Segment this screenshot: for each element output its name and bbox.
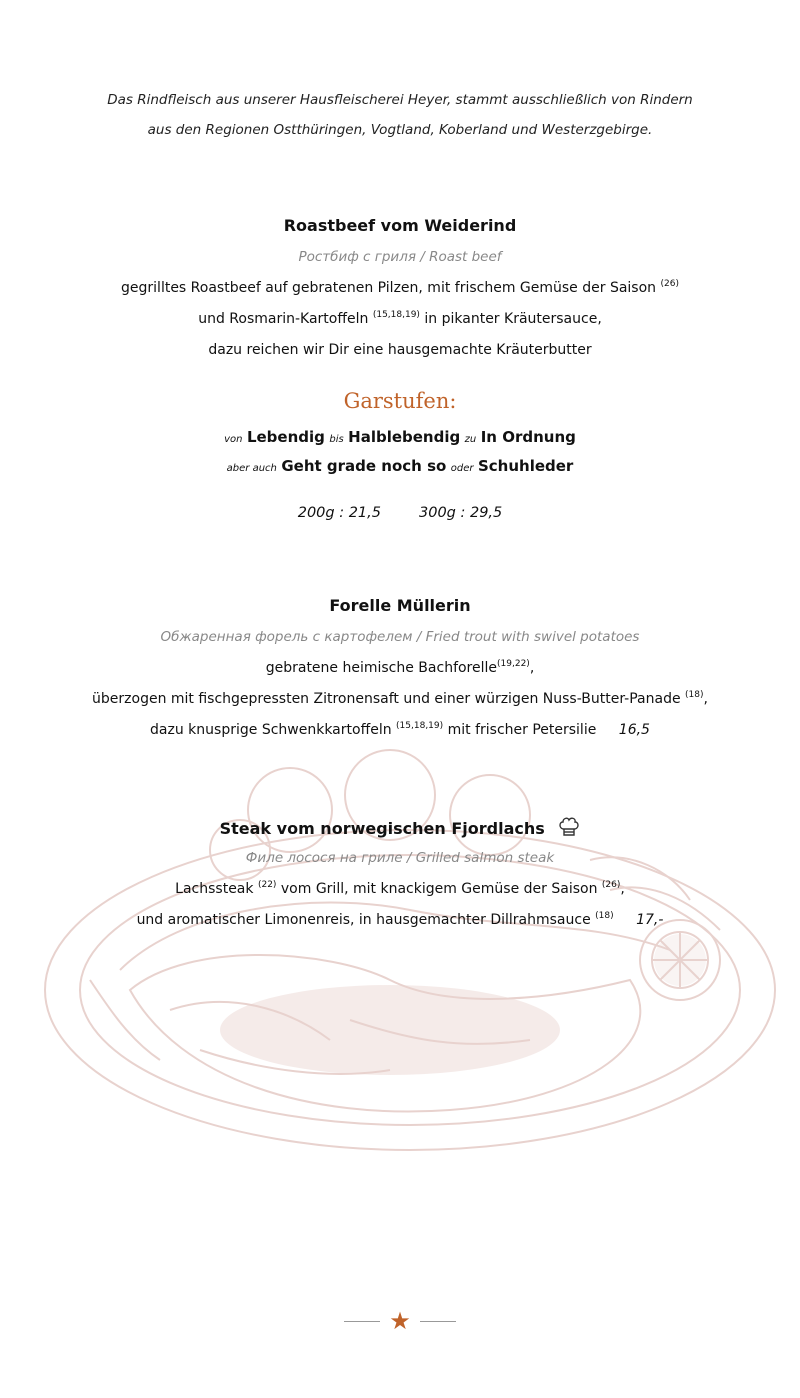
doneness-level: In Ordnung	[480, 428, 576, 446]
forelle-desc-3-text-b: mit frischer Petersilie	[447, 722, 597, 738]
lachs-desc-1	[0, 881, 800, 897]
allergen-ref: (15,18,19)	[372, 310, 420, 320]
price-300g: 300g : 29,5	[419, 505, 503, 521]
doneness-level: Schuhleder	[477, 457, 574, 475]
intro-line-2: aus den Regionen Ostthüringen, Vogtland, Koberland und Westerzgebirge.	[147, 122, 653, 138]
connector-word: aber auch	[226, 463, 277, 474]
lachs-subtitle: Филе лосося на гриле / Grilled salmon steak	[245, 850, 555, 866]
allergen-ref: (18)	[685, 690, 704, 700]
lachs-desc-1-text-a: Lachssteak	[175, 881, 254, 897]
lachs-price: 17,-	[636, 912, 664, 928]
intro-line-1: Das Rindfleisch aus unserer Hausfleischerei Heyer, stammt ausschließlich von Rindern	[107, 92, 693, 108]
roastbeef-desc-3: dazu reichen wir Dir eine hausgemachte Kräuterbutter	[208, 342, 592, 358]
lachs-title-row	[0, 816, 800, 838]
allergen-ref: (22)	[257, 880, 277, 890]
connector-word: bis	[329, 434, 344, 445]
food-plate-illustration	[30, 740, 790, 1160]
garstufen-row-2	[0, 457, 800, 476]
allergen-ref: (18)	[595, 911, 614, 921]
roastbeef-desc-2-text-a: und Rosmarin-Kartoffeln	[198, 311, 369, 327]
forelle-desc-3	[0, 722, 800, 738]
lachs-desc-2-text: und aromatischer Limonenreis, in hausgemachter Dillrahmsauce	[136, 912, 591, 928]
forelle-desc-3-text-a: dazu knusprige Schwenkkartoffeln	[150, 722, 392, 738]
star-icon: ★	[389, 1307, 411, 1335]
forelle-desc-1-text: gebratene heimische Bachforelle	[265, 660, 498, 676]
price-200g: 200g : 21,5	[297, 505, 381, 521]
punctuation: ,	[529, 660, 535, 676]
lachs-desc-1-text-b: vom Grill, mit knackigem Gemüse der Saison	[280, 881, 598, 897]
roastbeef-desc-1-text: gegrilltes Roastbeef auf gebratenen Pilzen, mit frischem Gemüse der Saison	[121, 280, 657, 296]
garstufen-row-1	[0, 428, 800, 447]
allergen-ref: (19,22)	[497, 659, 530, 669]
roastbeef-prices	[0, 505, 800, 521]
lachs-title: Steak vom norwegischen Fjordlachs	[219, 819, 545, 838]
allergen-ref: (15,18,19)	[396, 721, 444, 731]
allergen-ref: (26)	[601, 880, 621, 890]
forelle-desc-2	[0, 691, 800, 707]
footer-ornament	[0, 1308, 800, 1336]
chef-hat-icon	[558, 816, 580, 838]
lachs-desc-2	[0, 912, 800, 928]
doneness-level: Lebendig	[246, 428, 325, 446]
forelle-title: Forelle Müllerin	[329, 596, 471, 615]
forelle-desc-1	[0, 660, 800, 676]
forelle-desc-2-text: überzogen mit fischgepressten Zitronensaft und einer würzigen Nuss-Butter-Panade	[92, 691, 681, 707]
garstufen-heading: Garstufen:	[343, 389, 457, 413]
forelle-price: 16,5	[618, 722, 650, 738]
roastbeef-title: Roastbeef vom Weiderind	[283, 216, 517, 235]
connector-word: zu	[464, 434, 477, 445]
divider	[420, 1321, 456, 1322]
punctuation: ,	[703, 691, 708, 707]
doneness-level: Geht grade noch so	[281, 457, 447, 475]
doneness-level: Halblebendig	[348, 428, 461, 446]
allergen-ref: (26)	[660, 279, 679, 289]
roastbeef-desc-2-text-b: in pikanter Kräutersauce,	[424, 311, 602, 327]
forelle-subtitle: Обжаренная форель с картофелем / Fried trout with swivel potatoes	[160, 629, 640, 645]
roastbeef-subtitle: Ростбиф с гриля / Roast beef	[298, 249, 502, 265]
roastbeef-desc-1	[0, 280, 800, 296]
punctuation: ,	[620, 881, 625, 897]
divider	[344, 1321, 380, 1322]
roastbeef-desc-2	[0, 311, 800, 327]
connector-word: von	[224, 434, 243, 445]
connector-word: oder	[450, 463, 474, 474]
